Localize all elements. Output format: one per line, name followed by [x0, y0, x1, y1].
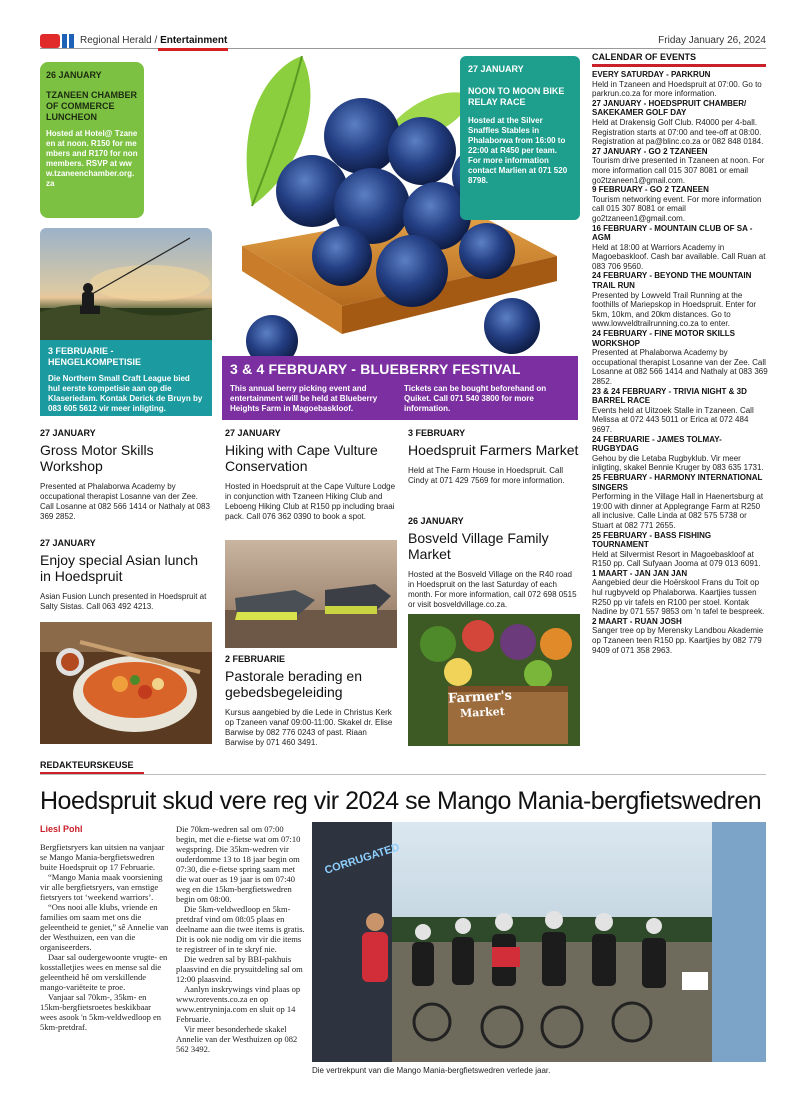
- calendar-item-title: 24 FEBRUARY - FINE MOTOR SKILLS WORKSHOP: [592, 329, 735, 348]
- article-date: 3 FEBRUARY: [408, 428, 466, 438]
- calendar-item-title: 24 FEBRUARY - BEYOND THE MOUNTAIN TRAIL RUN: [592, 271, 752, 291]
- event-date: 27 JANUARY: [468, 64, 524, 74]
- calendar-item: [592, 435, 768, 473]
- calendar-item-body: Presented at Phalaborwa Academy by occupational therapist Losanne van der Zee. Call Losanne at 082 566 1414 and Nathaly at 083 369 2852.: [592, 348, 768, 386]
- feature-paragraph: Vir meer besonderhede skakel Annelie van der Westhuizen op 082 562 3492.: [176, 1024, 298, 1054]
- article-headline: Enjoy special Asian lunch in Hoedspruit: [40, 552, 198, 584]
- paper-name: Regional Herald: [80, 35, 152, 46]
- article-motor-skills: [40, 428, 212, 522]
- feature-paragraph: Die 5km-veldwedloop en 5km-pretdraf vind om 08:05 plaas en deelname aan die twee items is gratis. Dit is ook nie nodig om vir die items te registreer of in te skryf nie.: [176, 904, 305, 954]
- calendar-item: [592, 617, 768, 655]
- calendar-item-body: Tourism networking event. For more information call 015 307 8081 or email go2tzaneen1@gmail.com.: [592, 194, 762, 223]
- article-date: 27 JANUARY: [40, 428, 96, 438]
- calendar-item-body: Tourism drive presented in Tzaneen at noon. For more information call 015 307 8081 or email go2tzaneen1@gmail.com.: [592, 156, 765, 185]
- event-box-blueberry-festival: [222, 356, 578, 420]
- calendar-item-body: Held at 18:00 at Warriors Academy in Magoebaskloof. Cash bar available. Call Ruan at 083 706 9560.: [592, 242, 766, 271]
- event-body-right: Tickets can be bought beforehand on Quiket. Call 071 540 3800 for more information.: [404, 384, 547, 413]
- article-body: Presented at Phalaborwa Academy by occupational therapist Losanne van der Zee. Call Losanne at 082 566 1414 or Nathaly at 083 369 2852.: [40, 482, 210, 521]
- fishing-photo: [40, 228, 212, 340]
- feature-paragraph: Daar sal oudergewoonte vrugte- en kosstalletjies wees en mense sal die geleentheid hê om verskillende mango-variëteite te proe.: [40, 952, 168, 992]
- vegetable-crate-illustration: [408, 614, 580, 746]
- calendar-item-body: Events held at Uitzoek Stalle in Tzaneen. Call Melissa at 072 443 5011 or Erica at 072 484 9697.: [592, 405, 754, 434]
- banner-text: CORRUGATED: [323, 841, 402, 877]
- calendar-underline: [592, 64, 766, 67]
- farmers-market-photo: [408, 614, 580, 746]
- calendar-item-title: EVERY SATURDAY - PARKRUN: [592, 70, 711, 79]
- calendar-item: [592, 224, 768, 272]
- calendar-item-title: 23 & 24 FEBRUARY - TRIVIA NIGHT & 3D BARREL RACE: [592, 386, 747, 406]
- calendar-item-body: Held at Silvermist Resort in Magoebaskloof at R150 pp. Call Sufyaan Jooma at 079 013 6091.: [592, 549, 761, 569]
- header-rule: [40, 48, 766, 49]
- calendar-item-body: Sanger tree op by Merensky Landbou Akademie op Tzaneen teen R150 pp. Kaartjies by 082 779 9409 of 071 358 2963.: [592, 626, 764, 655]
- event-title: NOON TO MOON BIKE RELAY RACE: [468, 86, 565, 107]
- article-bosveld-market: [408, 516, 580, 610]
- calendar-item-title: 2 MAART - RUAN JOSH: [592, 616, 682, 626]
- event-body-left: This annual berry picking event and entertainment will be held at Blueberry Heights Farm in Magoebaskloof.: [230, 384, 378, 413]
- article-date: 27 JANUARY: [225, 428, 281, 438]
- calendar-item: [592, 147, 768, 185]
- calendar-item: [592, 70, 768, 99]
- section-underline: [158, 48, 228, 51]
- feature-paragraph: Die wedren sal by BBI-pakhuis plaasvind en die prysuitdeling sal om 12:00 plaasvind.: [176, 954, 303, 984]
- feature-paragraph: Aanlyn inskrywings vind plaas op www.rorevents.co.za en op www.entryninja.com en sluit op 14 Februarie.: [176, 984, 301, 1024]
- article-headline: Hoedspruit Farmers Market: [408, 442, 579, 458]
- byline: Liesl Pohl: [40, 824, 83, 834]
- article-headline: Gross Motor Skills Workshop: [40, 442, 154, 474]
- feature-column-1: [40, 842, 170, 1032]
- calendar-item: [592, 185, 768, 223]
- article-asian-lunch: [40, 538, 212, 612]
- hiking-shoes-photo: [225, 540, 397, 648]
- calendar-item-body: Presented by Lowveld Trail Running at the foothills of Mariepskop in Hoedspruit. Enter for 5km, 10km, and 20km distances. Go to www.lowveldtrailrunning.co.za to enter.: [592, 290, 757, 329]
- article-date: 26 JANUARY: [408, 516, 464, 526]
- section-tag: REDAKTEURSKEUSE: [40, 760, 134, 770]
- calendar-item: [592, 531, 768, 569]
- feature-headline: Hoedspruit skud vere reg vir 2024 se Mango Mania-bergfietswedren: [40, 787, 762, 815]
- issue-date: Friday January 26, 2024: [658, 35, 766, 46]
- event-box-chamber-luncheon: [40, 62, 144, 218]
- article-body: Hosted at the Bosveld Village on the R40 road in Hoedspruit on the last Saturday of each month. For more information, call 072 698 0515 or visit bosveldvillage.co.za.: [408, 570, 577, 609]
- article-date: 27 JANUARY: [40, 538, 96, 548]
- article-body: Hosted in Hoedspruit at the Cape Vulture Lodge in conjunction with Tzaneen Hiking Club and Leboeng Hiking Club at R150 pp including braai pack. Call 076 362 0390 to book a spot.: [225, 482, 396, 521]
- asian-food-photo: [40, 622, 212, 744]
- article-body: Held at The Farm House in Hoedspruit. Call Cindy at 071 429 7569 for more information.: [408, 466, 565, 485]
- article-headline: Hiking with Cape Vulture Conservation: [225, 442, 378, 474]
- calendar-item-body: Aangebied deur die Hoërskool Frans du Toit op hul rugbyveld op Phalaborwa. Kaartjies tussen R250 pp vir tafels en R100 per stoel. Kontak Nadine by 071 557 9853 om 'n tafel te bespreek.: [592, 578, 765, 617]
- calendar-heading: CALENDAR OF EVENTS: [592, 52, 697, 62]
- fisherman-illustration: [40, 228, 212, 340]
- calendar-item-title: 16 FEBRUARY - MOUNTAIN CLUB OF SA - AGM: [592, 223, 753, 243]
- calendar-item: [592, 99, 768, 147]
- event-title: TZANEEN CHAMBER OF COMMERCE LUNCHEON: [46, 90, 137, 122]
- event-box-bike-relay: [460, 56, 580, 220]
- market-sign-line-1: Farmer's: [447, 688, 513, 707]
- calendar-item: [592, 387, 768, 435]
- feature-paragraph: Vanjaar sal 70km-, 35km- en 15km-bergfietsroetes beskikbaar wees asook 'n 5km-veldwedloop en 5km-pretdraf.: [40, 992, 161, 1032]
- calendar-item-body: Held in Tzaneen and Hoedspruit at 07:00. Go to parkrun.co.za for more information.: [592, 79, 762, 99]
- feature-paragraph: “Mango Mania maak voorsiening vir alle bergfietsryers, van ernstige fietsryers tot ‘weekend warriors’.: [40, 872, 163, 902]
- calendar-item-body: Gehou by die Letaba Rugbyklub. Vir meer inligting, skakel Bennie Kruger by 083 635 1731.: [592, 453, 764, 473]
- calendar-item-title: 27 JANUARY - GO 2 TZANEEN: [592, 146, 708, 156]
- calendar-item-title: 25 FEBRUARY - BASS FISHING TOURNAMENT: [592, 530, 712, 550]
- event-date: 26 JANUARY: [46, 70, 102, 80]
- calendar-item-title: 9 FEBRUARY - GO 2 TZANEEN: [592, 185, 709, 195]
- article-headline: Pastorale berading en gebedsbegeleiding: [225, 668, 362, 700]
- calendar-item-title: 1 MAART - JAN JAN JAN: [592, 568, 688, 578]
- section-rule: [40, 774, 766, 775]
- section-name: Entertainment: [160, 35, 228, 46]
- calendar-item: [592, 329, 768, 387]
- article-date: 2 FEBRUARIE: [225, 654, 286, 664]
- photo-caption: Die vertrekpunt van die Mango Mania-bergfietswedren verlede jaar.: [312, 1066, 551, 1075]
- calendar-item-body: Performing in the Village Hall in Haenertsburg at 19:00 with dinner at Applegrange Farm at R250 all inclusive. Calle Linda at 082 575 5738 or Stuart at 082 771 2655.: [592, 492, 764, 530]
- article-vulture-hike: [225, 428, 397, 522]
- event-body: Die Northern Small Craft League bied hul eerste kompetisie aan op die Klaseriedam. Kontak Derick de Bruyn by 083 605 5612 vir meer inligting.: [48, 374, 203, 413]
- feature-paragraph: Bergfietsryers kan uitsien na vanjaar se Mango Mania-bergfietswedren buite Hoedspruit op 17 Februarie.: [40, 842, 165, 872]
- article-body: Kursus aangebied by die Lede in Christus Kerk op Tzaneen vanaf 09:00-11:00. Skakel dr. Elise Barwise by 082 776 0243 of past. Riaan Barwise by 071 460 3491.: [225, 708, 393, 747]
- event-title: 3 & 4 FEBRUARY - BLUEBERRY FESTIVAL: [230, 361, 521, 377]
- event-body: Hosted at the Silver Snaffles Stables in Phalaborwa from 16:00 to 22:00 at R450 per team. For more information contact Marlien at 071 520 8798.: [468, 116, 568, 185]
- calendar-item-title: 25 FEBRUARY - HARMONY INTERNATIONAL SINGERS: [592, 472, 763, 492]
- masthead: Regional Herald / Entertainment: [80, 35, 228, 46]
- article-headline: Bosveld Village Family Market: [408, 530, 549, 562]
- event-box-fishing: [40, 340, 212, 416]
- article-pastoral: [225, 654, 397, 748]
- paper-logo-icon: [40, 34, 74, 48]
- feature-paragraph: Die 70km-wedren sal om 07:00 begin, met die e-fietse wat om 07:10 wegspring. Die 35km-wedren vir ouderdomme 13 to 18 jaar begin om 07:30, die e-fietse spring saam met die wat ouer as 19 jaar is om 07:40 weg en die 15km-bergfietswedren begin om 08:00.: [176, 824, 301, 904]
- calendar-item-title: 24 FEBRUARIE - JAMES TOLMAY-RUGBYDAG: [592, 434, 722, 454]
- feature-paragraph: “Ons nooi alle klubs, vriende en families om saam met ons die geleentheid te geniet,” sê Annelie van der Westhuizen, een van die organiseerders.: [40, 902, 169, 952]
- event-title: 3 FEBRUARIE - HENGELKOMPETISIE: [48, 346, 142, 367]
- feature-column-2: [176, 824, 306, 1054]
- hiking-shoe-illustration: [225, 540, 397, 648]
- article-farmers-market: [408, 428, 580, 486]
- article-body: Asian Fusion Lunch presented in Hoedspruit at Salty Sistas. Call 063 492 4213.: [40, 592, 207, 611]
- calendar-item: [592, 271, 768, 329]
- cycling-race-photo: [312, 822, 766, 1062]
- calendar-item: [592, 569, 768, 617]
- event-body: Hosted at Hotel@ Tzaneen at noon. R150 for members and R170 for nonmembers. RSVP at www.tzaneenchamber.org.za: [46, 129, 138, 188]
- calendar-item: [592, 473, 768, 531]
- calendar-list: [592, 70, 768, 655]
- food-bowl-illustration: [40, 622, 212, 744]
- market-sign-line-2: Market: [459, 704, 506, 721]
- calendar-item-title: 27 JANUARY - HOEDSPRUIT CHAMBER/ SAKEKAMER GOLF DAY: [592, 98, 747, 118]
- cyclists-illustration: [312, 822, 766, 1062]
- calendar-item-body: Held at Drakensig Golf Club. R4000 per 4-ball. Registration starts at 07:00 and tee-off at 08:00. Registration at pa@blinc.co.za or 082 848 0184.: [592, 117, 764, 147]
